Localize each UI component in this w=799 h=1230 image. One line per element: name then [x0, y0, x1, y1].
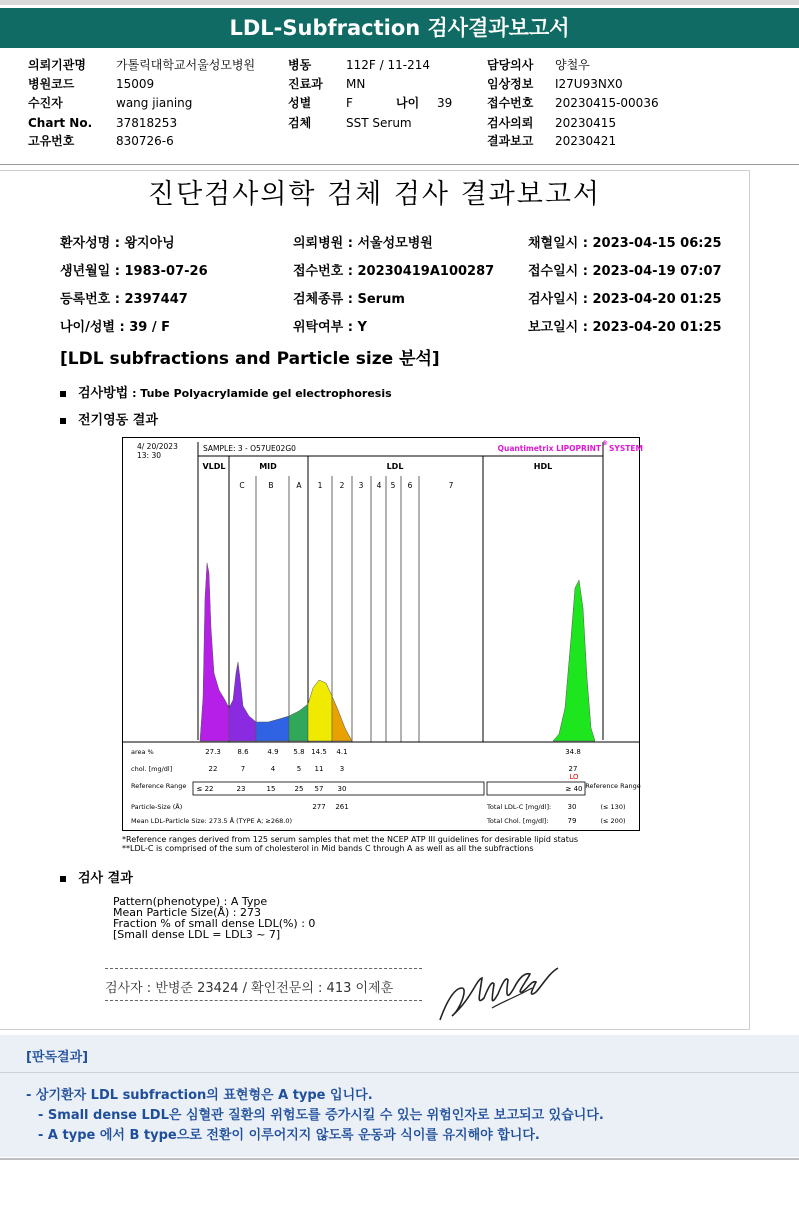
chart-band-label: B [268, 481, 274, 490]
lipoprint-chart [122, 437, 643, 831]
area-value: 8.6 [237, 748, 249, 756]
chol-value: 7 [240, 765, 246, 773]
chart-group-label: HDL [533, 462, 553, 471]
patient-info: 생년월일 : 1983-07-26 [60, 264, 208, 279]
method-value: : Tube Polyacrylamide gel electrophoresis [128, 387, 392, 400]
patient-info: 검사일시 : 2023-04-20 01:25 [528, 292, 722, 307]
patient-info: 접수번호 : 20230419A100287 [293, 264, 495, 279]
header-label: 고유번호 [28, 134, 75, 148]
bottom-border [0, 1158, 799, 1160]
curve-HDL [553, 580, 595, 741]
top-border [0, 0, 799, 5]
chol-value: 4 [270, 765, 276, 773]
result-line: [Small dense LDL = LDL3 ~ 7] [113, 928, 281, 941]
header-value: wang jianing [116, 96, 193, 110]
chart-svg [123, 438, 643, 830]
mean-label: Mean LDL-Particle Size: 273.5 Å (TYPE A; ≥268.0) [131, 817, 292, 825]
ref-value: ≤ 22 [196, 785, 214, 793]
chol-value: 11 [314, 765, 324, 773]
result-item [60, 867, 133, 886]
chart-band-label: 4 [376, 481, 382, 490]
opinion-line: - Small dense LDL은 심혈관 질환의 위험도를 증가시킬 수 있는 위험인자로 보고되고 있습니다. [38, 1108, 604, 1123]
header-label: 검체 [288, 116, 312, 130]
method-label: 검사방법 [78, 386, 129, 401]
curve-2 [332, 696, 352, 741]
divider-dashed [105, 1000, 422, 1001]
total-chol-range: (≤ 200) [600, 817, 626, 825]
chol-value: 3 [339, 765, 345, 773]
lo-flag: LO [569, 773, 579, 781]
header-label: 임상정보 [487, 77, 534, 91]
patient-info: 검체종류 : Serum [293, 292, 405, 307]
ref-right-value: ≥ 40 [565, 785, 583, 793]
note-line: *Reference ranges derived from 125 serum samples that met the NCEP ATP III guidelines for desirable lipid status [122, 835, 579, 844]
ref-value: 25 [294, 785, 304, 793]
total-chol-label: Total Chol. [mg/dl]: [487, 817, 549, 825]
header-value: 37818253 [116, 116, 178, 130]
particle-label: Particle-Size (Å) [131, 803, 183, 811]
chart-band-label: 7 [448, 481, 454, 490]
bullet-icon [60, 418, 66, 424]
header-value: 양철우 [555, 58, 590, 72]
chart-brand-reg: ® [602, 440, 608, 447]
chart-group-label: VLDL [202, 462, 226, 471]
row-label: chol. [mg/dl] [131, 765, 173, 773]
row-label: Reference Range [131, 782, 187, 790]
chart-group-label: MID [259, 462, 277, 471]
chart-time: 13: 30 [137, 451, 161, 460]
chart-group-label: LDL [386, 462, 404, 471]
area-value: 14.5 [311, 748, 327, 756]
header-label: 검사의뢰 [487, 116, 534, 130]
result-line: Fraction % of small dense LDL(%) : 0 [113, 917, 316, 930]
header-info [0, 50, 799, 162]
ref-value: 15 [266, 785, 276, 793]
chart-brand: Quantimetrix LIPOPRINT [497, 444, 601, 453]
curve-B [256, 716, 289, 741]
header-value: F [346, 96, 353, 110]
particle-value: 261 [335, 803, 349, 811]
chol-value: 27 [568, 765, 578, 773]
curve-C [229, 662, 256, 741]
result-line: Mean Particle Size(Å) : 273 [113, 906, 261, 919]
total-ldl-range: (≤ 130) [600, 803, 626, 811]
header-label: 병동 [288, 58, 312, 72]
chart-date: 4/ 20/2023 [137, 442, 178, 451]
header-label: 접수번호 [487, 96, 534, 110]
opinion-divider [0, 1072, 799, 1073]
header-value: 20230415-00036 [555, 96, 659, 110]
curve-VLDL [200, 563, 229, 741]
ref-value: 23 [236, 785, 246, 793]
result-line: Pattern(phenotype) : A Type [113, 895, 268, 908]
total-ldl-label: Total LDL-C [mg/dl]: [487, 803, 552, 811]
patient-info: 채혈일시 : 2023-04-15 06:25 [528, 236, 722, 251]
ref-right-label: Reference Range [585, 782, 641, 790]
opinion-line: - A type 에서 B type으로 전환이 이루어지지 않도록 운동과 식이를 유지해야 합니다. [38, 1128, 540, 1143]
header-label: Chart No. [28, 116, 93, 130]
area-value: 27.3 [205, 748, 221, 756]
chart-band-label: A [296, 481, 302, 490]
chart-band-label: C [239, 481, 245, 490]
header-value: 830726-6 [116, 134, 174, 148]
ref-value: 57 [314, 785, 324, 793]
chart-band-label: 6 [407, 481, 413, 490]
header-label: 의뢰기관명 [28, 58, 86, 72]
age-value: 39 [437, 96, 453, 110]
header-value: 20230421 [555, 134, 617, 148]
age-label: 나이 [396, 96, 420, 110]
header-label: 담당의사 [487, 58, 534, 72]
page-title: LDL-Subfraction 검사결과보고서 [0, 8, 799, 48]
header-label: 진료과 [288, 77, 323, 91]
header-value: 15009 [116, 77, 155, 91]
header-label: 수진자 [28, 96, 63, 110]
opinion-line: - 상기환자 LDL subfraction의 표현형은 A type 입니다. [26, 1088, 373, 1103]
bullet-icon [60, 391, 66, 397]
curve-A [289, 704, 308, 741]
header-label: 병원코드 [28, 77, 75, 91]
section-title: [LDL subfractions and Particle size 분석] [60, 349, 440, 369]
header-value: MN [346, 77, 366, 91]
header-value: 20230415 [555, 116, 617, 130]
chart-sample: SAMPLE: 3 - O57UE02G0 [203, 444, 296, 453]
curve-1 [308, 680, 332, 741]
patient-info: 의뢰병원 : 서울성모병원 [293, 236, 433, 251]
area-value: 34.8 [565, 748, 581, 756]
chart-notes [122, 835, 578, 853]
chart-band-label: 3 [358, 481, 364, 490]
total-chol-value: 79 [567, 817, 577, 825]
header-value: 가톨릭대학교서울성모병원 [116, 58, 256, 72]
header-value: SST Serum [346, 116, 412, 130]
patient-info: 위탁여부 : Y [293, 320, 367, 335]
report-title: 진단검사의학 검체 검사 결과보고서 [148, 179, 601, 210]
chart-band-label: 2 [339, 481, 345, 490]
bullet-icon [60, 876, 66, 882]
header-label: 결과보고 [487, 134, 534, 148]
chart-band-label: 5 [390, 481, 396, 490]
header-divider [0, 164, 799, 165]
patient-info: 등록번호 : 2397447 [60, 292, 188, 307]
row-label: area % [131, 748, 154, 756]
chart-band-label: 1 [317, 481, 323, 490]
method-item [60, 382, 392, 401]
patient-info: 환자성명 : 왕지아닝 [60, 236, 175, 251]
electro-item [60, 409, 158, 428]
patient-info: 보고일시 : 2023-04-20 01:25 [528, 320, 722, 335]
ref-value: 30 [337, 785, 347, 793]
header-value: 112F / 11-214 [346, 58, 430, 72]
area-value: 5.8 [293, 748, 305, 756]
particle-value: 277 [312, 803, 326, 811]
chol-value: 22 [208, 765, 218, 773]
chol-value: 5 [296, 765, 302, 773]
signature-image [432, 958, 562, 1028]
result-label: 검사 결과 [78, 871, 133, 886]
area-value: 4.9 [267, 748, 279, 756]
patient-info: 나이/성별 : 39 / F [60, 320, 171, 335]
header-value: I27U93NX0 [555, 77, 623, 91]
area-value: 4.1 [336, 748, 348, 756]
divider-dashed [105, 968, 422, 969]
total-ldl-value: 30 [567, 803, 577, 811]
chart-brand-suffix: SYSTEM [609, 444, 643, 453]
result-text [113, 896, 315, 940]
note-line: **LDL-C is comprised of the sum of cholesterol in Mid bands C through A as well as all the subfractions [122, 844, 534, 853]
patient-info: 접수일시 : 2023-04-19 07:07 [528, 264, 722, 279]
header-label: 성별 [288, 96, 312, 110]
examiner-line: 검사자 : 반병준 23424 / 확인전문의 : 413 이제훈 [105, 981, 394, 996]
opinion-title: [판독결과] [26, 1050, 89, 1065]
electro-label: 전기영동 결과 [78, 413, 158, 428]
